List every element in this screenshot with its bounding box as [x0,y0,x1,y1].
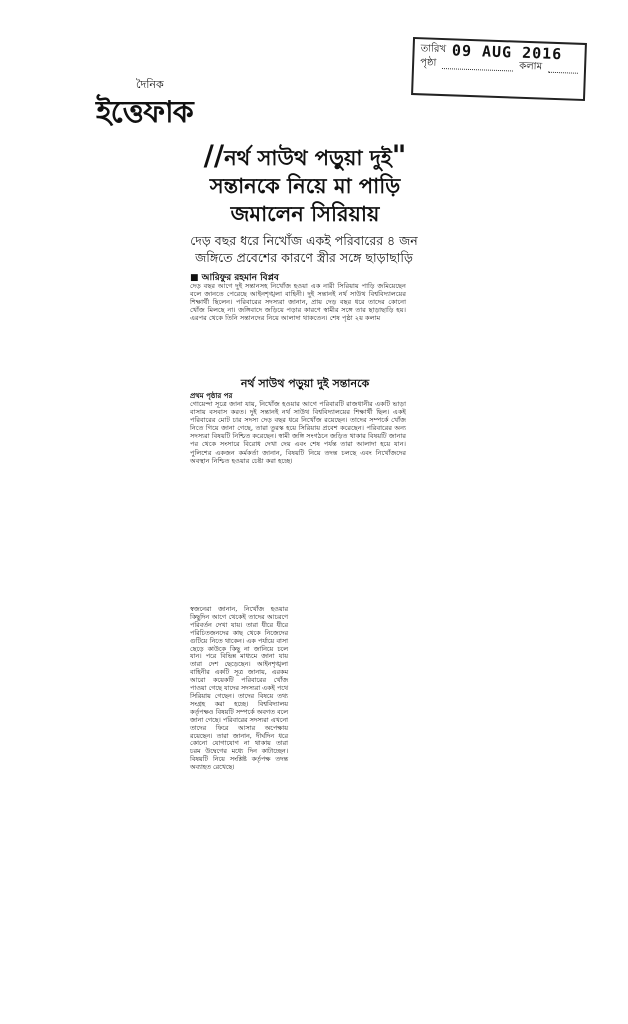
masthead-name: ইত্তেফাক [96,95,193,130]
stamp-column-label: কলাম [519,60,543,73]
stamp-date-label: তারিখ [420,43,447,56]
headline-line-1: নর্থ সাউথ পড়ুয়া দুই [224,145,392,170]
article-headline [180,139,430,228]
stamp-page-label: পৃষ্ঠা [419,57,437,69]
date-stamp [411,37,587,101]
article-subhead [186,232,422,266]
article-body-wide: গোয়েন্দা সূত্রে জানা যায়, নিখোঁজ হওয়ার আগে পরিবারটি রাজধানীর একটি ভাড়া বাসায় বসবাস করত। দুই সন্তানই নর্থ সাউথ বিশ্ববিদ্যালয়ের শিক্ষার্থী ছিল। একই পরিবারের মোট চার সদস্য দেড় বছর ধরে নিখোঁজ রয়েছেন। তাদের সম্পর্কে খোঁজ নিতে গিয়ে জানা গেছে, তারা তুরস্ক হয়ে সিরিয়ায় প্রবেশ করেছেন। পরিবারের অন্য সদস্যরা বিষয়টি নিশ্চিত করেছেন। স্বামী জঙ্গি সংগঠনে জড়িত থাকার বিষয়টি জানার পর থেকে সংসারে বিরোধ দেখা দেয় এবং শেষ পর্যন্ত তারা আলাদা হয়ে যান। পুলিশের একজন কর্মকর্তা জানান, বিষয়টি নিয়ে তদন্ত চলছে এবং নিখোঁজদের অবস্থান নিশ্চিত হওয়ার চেষ্টা করা হচ্ছে। [190,400,406,465]
article-intro: দেড় বছর আগে দুই সন্তানসহ নিখোঁজ হওয়া এক নারী সিরিয়ায় পাড়ি জমিয়েছেন বলে জানতে পেরেছে আইনশৃঙ্খলা বাহিনী। দুই সন্তানই নর্থ সাউথ বিশ্ববিদ্যালয়ের শিক্ষার্থী ছিলেন। পরিবারের সদস্যরা জানান, প্রায় দেড় বছর ধরে তাদের কোনো খোঁজ মিলছে না। জঙ্গিবাদে জড়িয়ে পড়ার কারণে স্বামীর সঙ্গে তার ছাড়াছাড়ি হয়। এরপর থেকে তিনি সন্তানদের নিয়ে আলাদা থাকতেন। শেষ পৃষ্ঠা ২য় কলাম [190,282,406,323]
headline-line-3: জমালেন সিরিয়ায় [230,201,380,226]
decorative-slash-icon: // [203,139,225,172]
decorative-quote-icon: " [391,139,407,172]
masthead-prefix: দৈনিক [136,78,164,91]
article-byline: ■ আরিফুর রহমান বিপ্লব [190,273,279,283]
headline-line-2: সন্তানকে নিয়ে মা পাড়ি [209,173,401,198]
article-body-column: স্বজনেরা জানান, নিখোঁজ হওয়ার কিছুদিন আগে থেকেই তাদের আচরণে পরিবর্তন দেখা যায়। তারা ধীরে ধীরে পরিচিতজনদের কাছ থেকে নিজেদের গুটিয়ে নিতে থাকেন। এক পর্যায়ে বাসা ছেড়ে কাউকে কিছু না জানিয়ে চলে যান। পরে বিভিন্ন মাধ্যমে জানা যায় তারা দেশ ছেড়েছেন। আইনশৃঙ্খলা বাহিনীর একটি সূত্র জানায়, এরকম আরো কয়েকটি পরিবারের খোঁজ পাওয়া গেছে যাদের সদস্যরা একই পথে সিরিয়ায় গেছেন। তাদের বিষয়ে তথ্য সংগ্রহ করা হচ্ছে। বিশ্ববিদ্যালয় কর্তৃপক্ষও বিষয়টি সম্পর্কে অবগত বলে জানা গেছে। পরিবারের সদস্যরা এখনো তাদের ফিরে আসার অপেক্ষায় রয়েছেন। তারা জানান, দীর্ঘদিন ধরে কোনো যোগাযোগ না থাকায় তারা চরম উদ্বেগের মধ্যে দিন কাটাচ্ছেন। বিষয়টি নিয়ে সংশ্লিষ্ট কর্তৃপক্ষ তদন্ত অব্যাহত রেখেছে। [190,605,288,772]
subhead-line-2: জঙ্গিতে প্রবেশের কারণে স্ত্রীর সঙ্গে ছাড়াছাড়ি [195,250,413,265]
subhead-line-1: দেড় বছর ধরে নিখোঁজ একই পরিবারের ৪ জন [190,233,418,248]
stamp-date: 09 AUG 2016 [451,41,563,64]
continued-label: প্রথম পৃষ্ঠার পর [190,392,233,400]
continued-heading: নর্থ সাউথ পড়ুয়া দুই সন্তানকে [240,377,370,390]
